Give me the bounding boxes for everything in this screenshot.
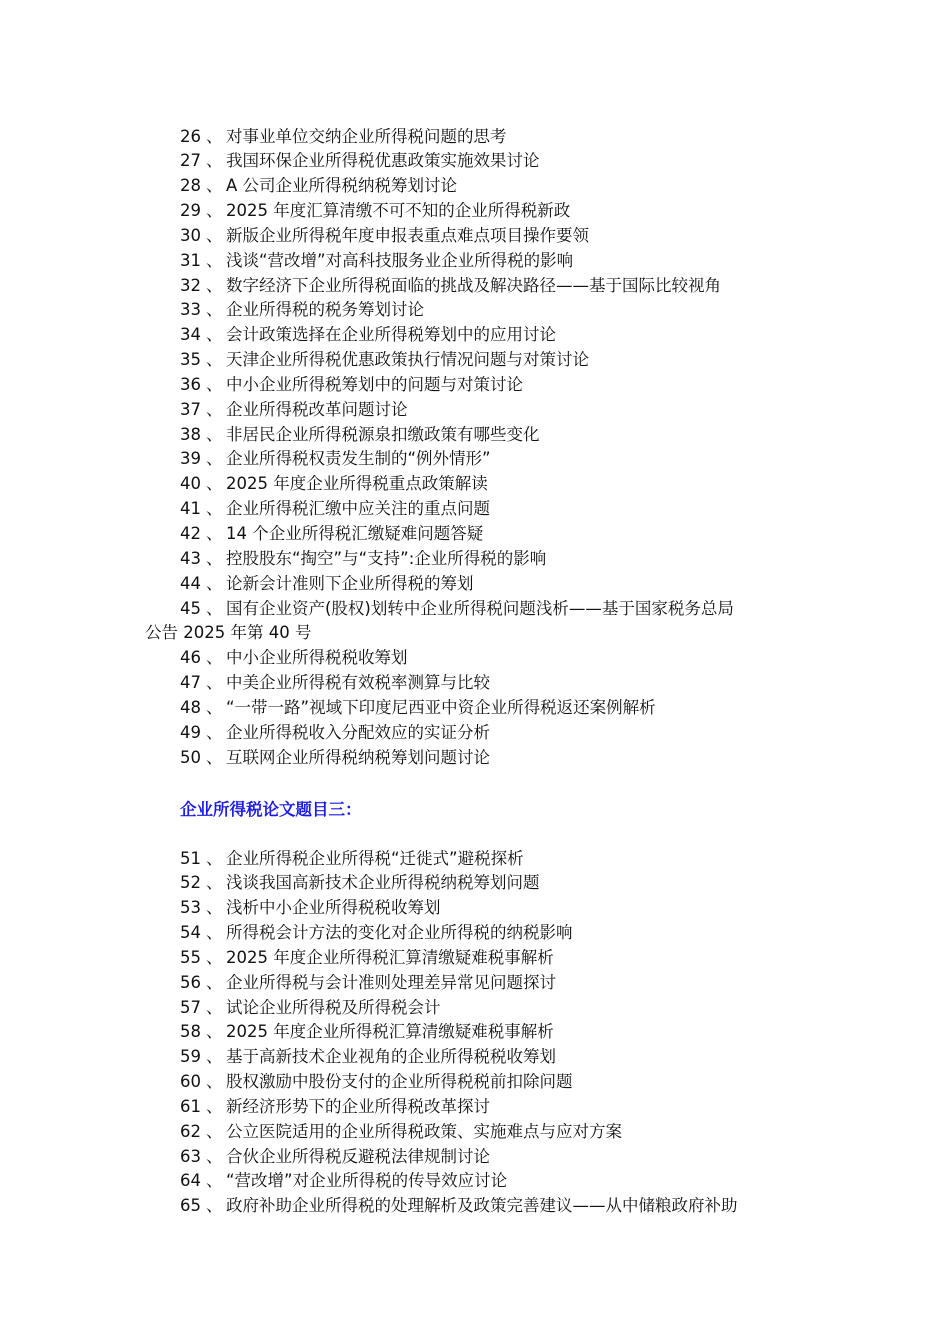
item-separator: 、 [206, 548, 223, 568]
list-item [0, 572, 950, 597]
list-item [0, 1169, 950, 1194]
item-title: 股权激励中股份支付的企业所得税税前扣除问题 [226, 1072, 573, 1092]
list-item [0, 472, 950, 497]
item-number: 55 [180, 947, 201, 967]
item-separator: 、 [206, 524, 223, 543]
list-item [0, 746, 950, 771]
list-item [0, 996, 950, 1021]
item-separator: 、 [206, 972, 223, 992]
item-title: 论新会计准则下企业所得税的筹划 [226, 573, 474, 593]
item-title: 天津企业所得税优惠政策执行情况问题与对策讨论 [226, 350, 589, 370]
item-separator: 、 [206, 176, 223, 196]
list-item [0, 224, 950, 249]
item-separator: 、 [206, 449, 223, 469]
item-title: 政府补助企业所得税的处理解析及政策完善建议——从中储粮政府补助 [226, 1196, 738, 1216]
item-number: 28 [180, 176, 201, 196]
item-title: 浅谈“营改增”对高科技服务业企业所得税的影响 [226, 250, 574, 270]
item-title: 14 个企业所得税汇缴疑难问题答疑 [226, 524, 484, 543]
list-item [0, 1070, 950, 1095]
item-number: 59 [180, 1047, 201, 1067]
item-number: 32 [180, 275, 201, 295]
item-number: 58 [180, 1022, 201, 1042]
list-item [0, 423, 950, 448]
item-separator: 、 [206, 1022, 223, 1042]
item-title: 企业所得税汇缴中应关注的重点问题 [226, 499, 490, 519]
item-number: 46 [180, 648, 201, 668]
item-separator: 、 [206, 873, 223, 893]
list-item [0, 847, 950, 872]
item-separator: 、 [206, 573, 223, 593]
title-list-b [0, 847, 950, 1220]
item-title: 新经济形势下的企业所得税改革探讨 [226, 1096, 490, 1116]
item-title: 2025 年度汇算清缴不可不知的企业所得税新政 [226, 201, 571, 221]
item-separator: 、 [206, 201, 223, 221]
item-separator: 、 [206, 350, 223, 370]
list-item [0, 1045, 950, 1070]
item-separator: 、 [206, 648, 223, 668]
item-title: 2025 年度企业所得税汇算清缴疑难税事解析 [226, 1022, 554, 1042]
list-item [0, 646, 950, 671]
item-title: 中美企业所得税有效税率测算与比较 [226, 673, 490, 693]
list-item [0, 274, 950, 299]
list-item [0, 671, 950, 696]
item-title: 对事业单位交纳企业所得税问题的思考 [226, 126, 507, 146]
item-separator: 、 [206, 424, 223, 444]
item-number: 50 [180, 747, 201, 767]
item-separator: 、 [206, 1146, 223, 1166]
item-title: 企业所得税收入分配效应的实证分析 [226, 722, 490, 742]
item-number: 45 [180, 598, 201, 618]
item-title-continuation: 公告 2025 年第 40 号 [145, 623, 312, 643]
item-title: A 公司企业所得税纳税筹划讨论 [226, 176, 458, 196]
item-number: 48 [180, 697, 201, 717]
item-number: 26 [180, 126, 201, 146]
item-separator: 、 [206, 1121, 223, 1141]
item-title: 我国环保企业所得税优惠政策实施效果讨论 [226, 151, 540, 171]
item-separator: 、 [206, 325, 223, 345]
list-item [0, 1145, 950, 1170]
item-separator: 、 [206, 997, 223, 1017]
item-separator: 、 [206, 1072, 223, 1092]
item-title: 公立医院适用的企业所得税政策、实施难点与应对方案 [226, 1121, 622, 1141]
list-item [0, 522, 950, 547]
item-number: 37 [180, 399, 201, 419]
item-number: 35 [180, 350, 201, 370]
item-separator: 、 [206, 673, 223, 693]
item-separator: 、 [206, 1171, 223, 1191]
item-separator: 、 [206, 1096, 223, 1116]
item-number: 29 [180, 201, 201, 221]
list-item [0, 896, 950, 921]
item-number: 31 [180, 250, 201, 270]
item-title: 浅析中小企业所得税税收筹划 [226, 898, 441, 918]
item-separator: 、 [206, 151, 223, 171]
item-title: 中小企业所得税税收筹划 [226, 648, 408, 668]
list-item [0, 447, 950, 472]
item-separator: 、 [206, 275, 223, 295]
item-title: 浅谈我国高新技术企业所得税纳税筹划问题 [226, 873, 540, 893]
list-item [0, 597, 950, 647]
list-item [0, 497, 950, 522]
item-separator: 、 [206, 1047, 223, 1067]
item-title: 2025 年度企业所得税重点政策解读 [226, 474, 488, 494]
list-item [0, 1095, 950, 1120]
list-item [0, 971, 950, 996]
item-separator: 、 [206, 697, 223, 717]
item-number: 51 [180, 848, 201, 868]
item-separator: 、 [206, 474, 223, 494]
item-number: 39 [180, 449, 201, 469]
list-item [0, 348, 950, 373]
item-title: 企业所得税与会计准则处理差异常见问题探讨 [226, 972, 556, 992]
item-number: 64 [180, 1171, 201, 1191]
item-title: 企业所得税企业所得税“迁徙式”避税探析 [226, 848, 524, 868]
item-number: 57 [180, 997, 201, 1017]
list-item [0, 721, 950, 746]
item-title: 中小企业所得税筹划中的问题与对策讨论 [226, 374, 523, 394]
item-separator: 、 [206, 898, 223, 918]
item-number: 56 [180, 972, 201, 992]
item-number: 44 [180, 573, 201, 593]
item-separator: 、 [206, 947, 223, 967]
item-number: 61 [180, 1096, 201, 1116]
list-item [0, 1020, 950, 1045]
item-number: 63 [180, 1146, 201, 1166]
list-item [0, 871, 950, 896]
list-item [0, 149, 950, 174]
list-item [0, 547, 950, 572]
list-item [0, 249, 950, 274]
item-separator: 、 [206, 1196, 223, 1216]
item-number: 34 [180, 325, 201, 345]
list-item [0, 398, 950, 423]
item-title: 试论企业所得税及所得税会计 [226, 997, 441, 1017]
item-title: 所得税会计方法的变化对企业所得税的纳税影响 [226, 923, 573, 943]
list-item [0, 298, 950, 323]
section-heading: 企业所得税论文题目三： [180, 800, 362, 819]
item-number: 36 [180, 374, 201, 394]
list-item [0, 1120, 950, 1145]
item-number: 43 [180, 548, 201, 568]
list-item [0, 199, 950, 224]
item-separator: 、 [206, 250, 223, 270]
item-number: 47 [180, 673, 201, 693]
list-item [0, 174, 950, 199]
item-title: 新版企业所得税年度申报表重点难点项目操作要领 [226, 225, 589, 245]
list-item [0, 921, 950, 946]
list-item [0, 373, 950, 398]
item-title: “营改增”对企业所得税的传导效应讨论 [226, 1171, 508, 1191]
item-title: 企业所得税的税务筹划讨论 [226, 300, 424, 320]
item-separator: 、 [206, 126, 223, 146]
item-number: 42 [180, 524, 201, 543]
item-title: 非居民企业所得税源泉扣缴政策有哪些变化 [226, 424, 540, 444]
item-number: 60 [180, 1072, 201, 1092]
title-list-a [0, 125, 950, 771]
item-separator: 、 [206, 598, 223, 618]
list-item [0, 125, 950, 150]
item-number: 40 [180, 474, 201, 494]
list-item [0, 696, 950, 721]
item-number: 65 [180, 1196, 201, 1216]
item-separator: 、 [206, 499, 223, 519]
item-separator: 、 [206, 399, 223, 419]
item-title: 国有企业资产(股权)划转中企业所得税问题浅析——基于国家税务总局 [226, 598, 734, 618]
item-separator: 、 [206, 374, 223, 394]
item-number: 41 [180, 499, 201, 519]
item-number: 52 [180, 873, 201, 893]
item-number: 62 [180, 1121, 201, 1141]
item-title: 基于高新技术企业视角的企业所得税税收筹划 [226, 1047, 556, 1067]
item-number: 38 [180, 424, 201, 444]
item-separator: 、 [206, 923, 223, 943]
item-number: 30 [180, 225, 201, 245]
item-title: 会计政策选择在企业所得税筹划中的应用讨论 [226, 325, 556, 345]
item-separator: 、 [206, 722, 223, 742]
item-separator: 、 [206, 747, 223, 767]
item-title: “一带一路”视域下印度尼西亚中资企业所得税返还案例解析 [226, 697, 656, 717]
list-item [0, 1194, 950, 1219]
item-title: 控股股东“掏空”与“支持”:企业所得税的影响 [226, 548, 547, 568]
item-title: 2025 年度企业所得税汇算清缴疑难税事解析 [226, 947, 554, 967]
list-item [0, 946, 950, 971]
item-number: 33 [180, 300, 201, 320]
item-number: 53 [180, 898, 201, 918]
item-title: 数字经济下企业所得税面临的挑战及解决路径——基于国际比较视角 [226, 275, 721, 295]
item-number: 27 [180, 151, 201, 171]
item-title: 企业所得税权责发生制的“例外情形” [226, 449, 491, 469]
item-separator: 、 [206, 225, 223, 245]
item-title: 企业所得税改革问题讨论 [226, 399, 408, 419]
item-number: 54 [180, 923, 201, 943]
list-item [0, 323, 950, 348]
item-title: 互联网企业所得税纳税筹划问题讨论 [226, 747, 490, 767]
item-separator: 、 [206, 300, 223, 320]
item-title: 合伙企业所得税反避税法律规制讨论 [226, 1146, 490, 1166]
item-separator: 、 [206, 848, 223, 868]
item-number: 49 [180, 722, 201, 742]
